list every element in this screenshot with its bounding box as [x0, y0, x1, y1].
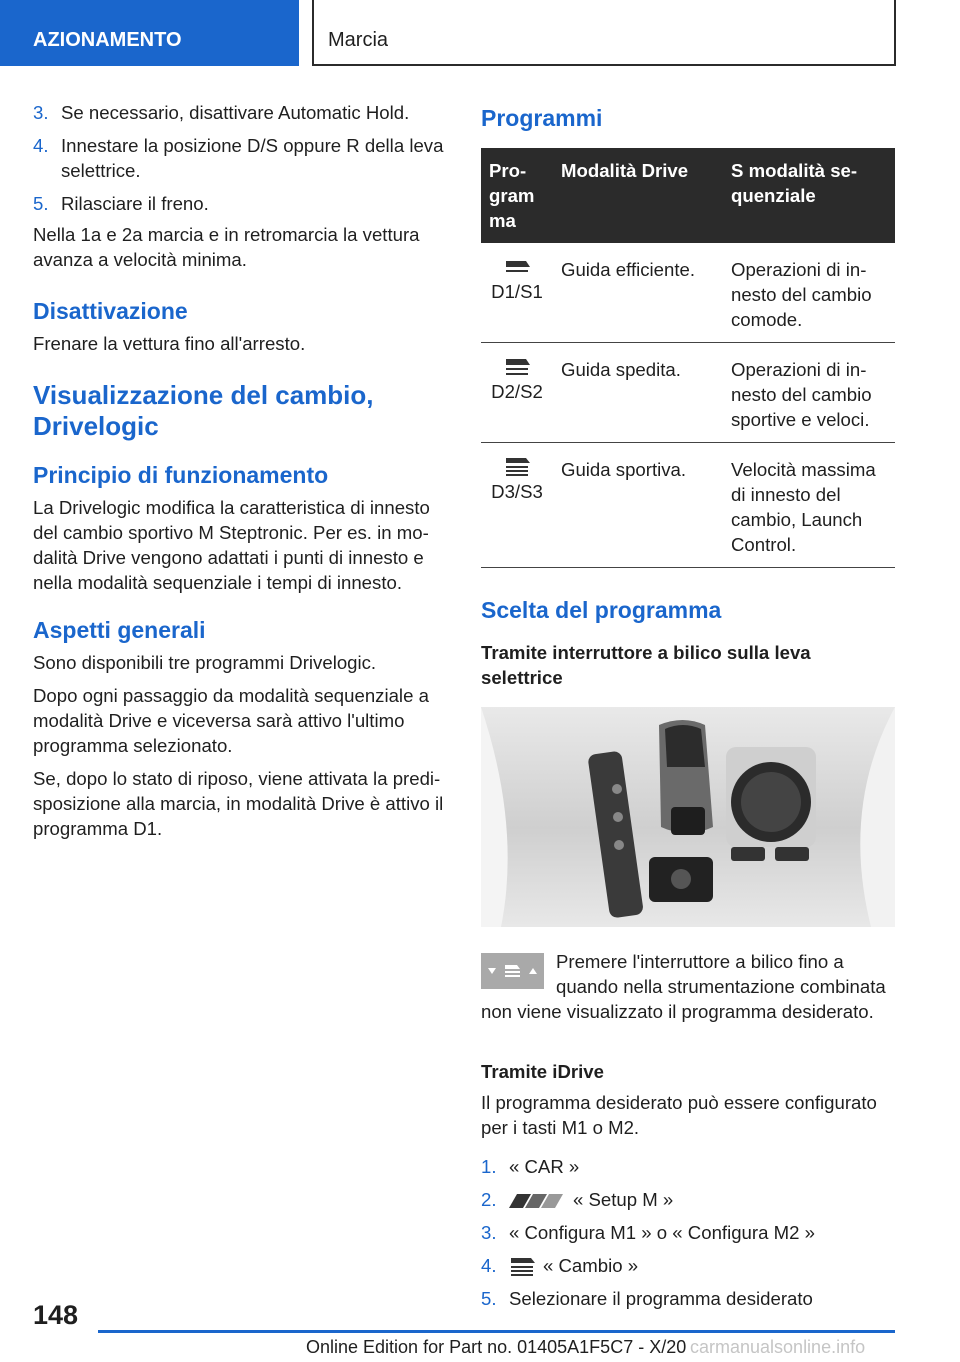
column-header: Pro-gram ma [481, 148, 553, 243]
list-item: 1. « CAR » [481, 1156, 580, 1177]
table-cell: Velocità massima di innesto del cambio, Launch Control. [723, 443, 895, 568]
table-cell: Operazioni di in-nesto del cambio sportive e veloci. [723, 343, 895, 443]
right-column [481, 100, 895, 1319]
program-cell: D1/S1 [481, 243, 553, 343]
center-console-icon [481, 707, 895, 927]
section-heading: Programmi [481, 105, 603, 131]
list-item: 3. Se necessario, disattivare Automatic Hold. [33, 102, 410, 123]
edition-note: Online Edition for Part no. 01405A1F5C7 - X/20 [306, 1337, 687, 1357]
programs-table [481, 148, 895, 568]
paragraph: Se, dopo lo stato di riposo, viene attivata la predi-sposizione alla marcia, in modalità Drive è attivo il programma D1. [33, 768, 444, 839]
paragraph: Frenare la vettura fino all'arresto. [33, 333, 306, 354]
list-item: 5. Rilasciare il freno. [33, 193, 209, 214]
table-row [481, 443, 895, 568]
rocker-switch-icon [481, 953, 544, 989]
drivelogic-icon [509, 1257, 535, 1277]
list-item: 5. Selezionare il programma desiderato [481, 1288, 813, 1309]
paragraph: Dopo ogni passaggio da modalità sequenziale a modalità Drive e viceversa sarà attivo l'ultimo programma selezionato. [33, 685, 429, 756]
list-item: 4. « Cambio » [481, 1255, 639, 1276]
paragraph: Nella 1a e 2a marcia e in retromarcia la vettura avanza a velocità minima. [33, 224, 420, 270]
page-number: 148 [33, 1300, 79, 1330]
section-title: AZIONAMENTO [0, 0, 299, 66]
table-cell: Guida sportiva. [553, 443, 723, 568]
section-heading: Disattivazione [33, 298, 188, 324]
gear-selector-photo [481, 707, 895, 927]
m-setup-icon [509, 1192, 565, 1210]
left-column [33, 100, 448, 841]
section-heading: Principio di funzionamento [33, 462, 329, 488]
table-row [481, 243, 895, 343]
paragraph: Il programma desiderato può essere configurato per i tasti M1 o M2. [481, 1092, 877, 1138]
subheading: Tramite interruttore a bilico sulla leva selettrice [481, 642, 811, 688]
paragraph: Sono disponibili tre programmi Drivelogic. [33, 652, 377, 673]
table-cell: Guida spedita. [553, 343, 723, 443]
table-row [481, 343, 895, 443]
steps-list [33, 100, 448, 216]
footer-divider [98, 1330, 895, 1333]
section-heading: Visualizzazione del cambio, Drivelogic [33, 380, 374, 441]
paragraph: La Drivelogic modifica la caratteristica di innesto del cambio sportivo M Steptronic. Per es. in mo-dalità Drive vengono adattati i punti di innesto e nella modalità sequenziale i tempi di innesto. [33, 497, 430, 593]
paragraph: Premere l'interruttore a bilico fino a quando nella strumentazione combinata non viene visualizzato il programma desiderato. [481, 951, 886, 1022]
table-header-row [481, 148, 895, 243]
list-item: 4. Innestare la posizione D/S oppure R della leva selettrice. [33, 135, 444, 181]
page-header [0, 0, 960, 66]
idrive-steps-list [481, 1154, 895, 1311]
program-cell: D3/S3 [481, 443, 553, 568]
program-cell: D2/S2 [481, 343, 553, 443]
column-header: Modalità Drive [553, 148, 723, 243]
section-heading: Aspetti generali [33, 617, 206, 643]
drivelogic-1-icon [504, 257, 530, 277]
table-cell: Operazioni di in-nesto del cambio comode. [723, 243, 895, 343]
watermark: carmanualsonline.info [690, 1337, 866, 1357]
list-item: 3. « Configura M1 » o « Configura M2 » [481, 1222, 815, 1243]
section-heading: Scelta del programma [481, 597, 722, 623]
drivelogic-3-icon [504, 457, 530, 477]
list-item: 2. « Setup M » [481, 1189, 674, 1210]
chapter-title: Marcia [312, 0, 896, 66]
table-cell: Guida efficiente. [553, 243, 723, 343]
column-header: S modalità se-quenziale [723, 148, 895, 243]
subheading: Tramite iDrive [481, 1061, 604, 1082]
rocker-instruction [481, 949, 895, 1024]
drivelogic-2-icon [504, 357, 530, 377]
